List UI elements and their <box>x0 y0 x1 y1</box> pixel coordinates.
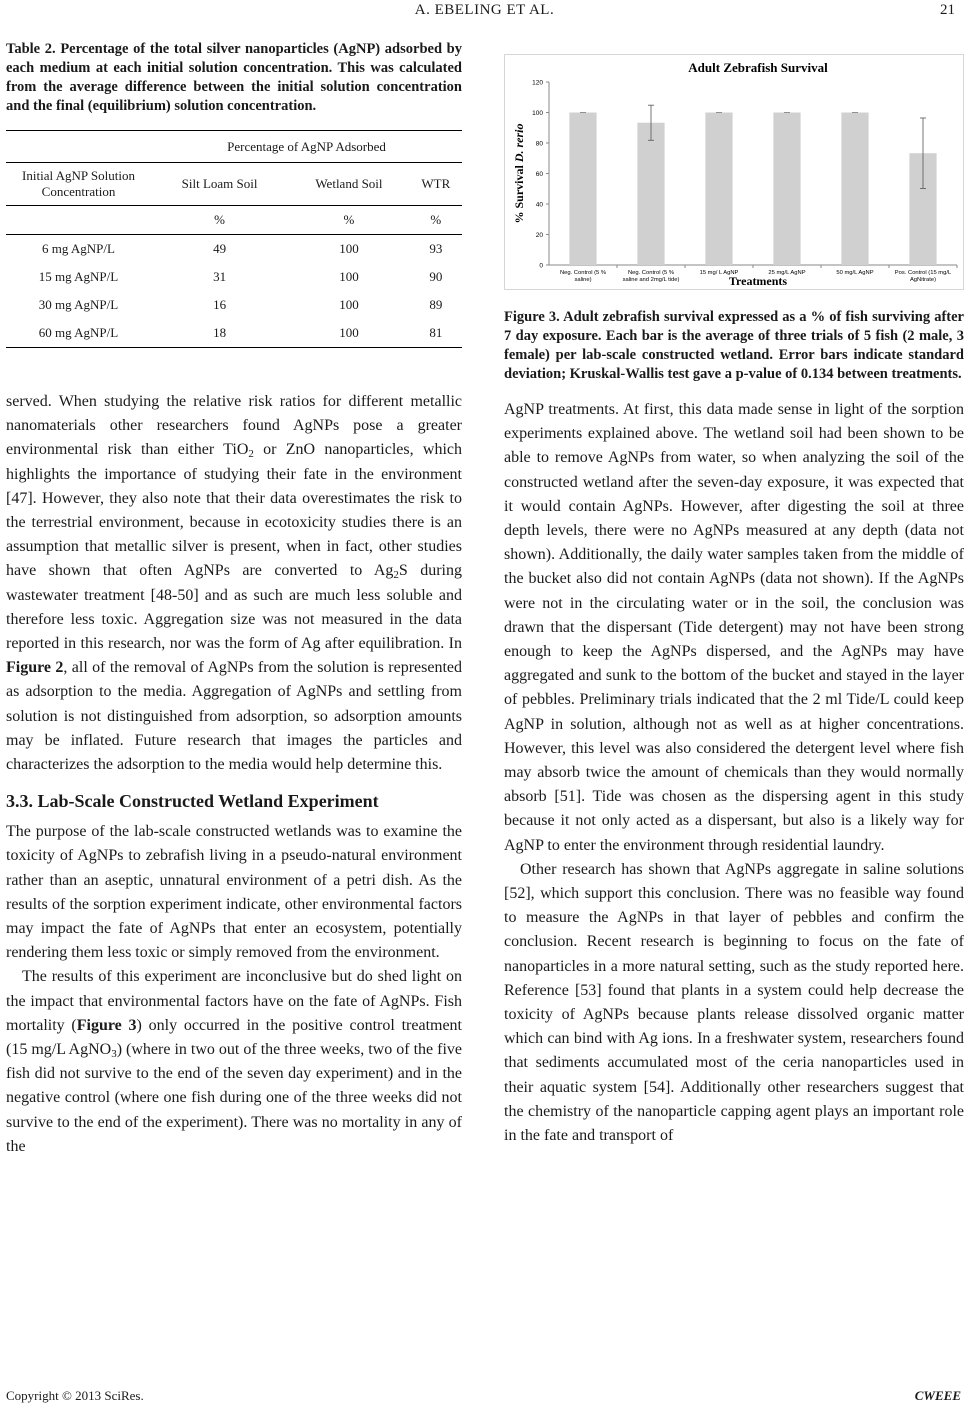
table-row-label: 60 mg AgNP/L <box>6 319 151 348</box>
footer-copyright: Copyright © 2013 SciRes. <box>6 1388 144 1403</box>
y-tick-label: 60 <box>535 171 543 178</box>
running-head-authors: A. EBELING ET AL. <box>414 2 555 18</box>
left-column <box>6 40 462 1159</box>
body-paragraph: AgNP treatments. At first, this data made sense in light of the sorption experiments explained above. The wetland soil had been shown to be able to remove AgNPs from water, so when analyzing the soil of the constructed wetland after the seven-day exposure, it was expected that it would contain AgNPs. However, after digesting the soil at three depth levels, there were no AgNPs measured at any depth (data not shown). Additionally, the daily water samples taken from the middle of the bucket also did not contain AgNPs (data not shown). If the AgNPs were not in the circulating water or in the soil, the conclusion was drawn that the dispersant (Tide detergent) may not have been strong enough to keep the AgNPs dispersed, and the AgNPs may have aggregated and sunk to the bottom of the bucket and stayed in the layer of pebbles. Preliminary trials indicated that the 2 ml Tide/L could keep AgNP in solution, although not as well as at higher concentrations. However, this level was also considered the detergent level where fish may absorb twice the amount of chemicals than they would normally absorb [51]. Tide was chosen as the dispersing agent in this study because it not only acted as a dispersant, but also is a likely way for AgNP to enter the environment through residential laundry. <box>504 401 964 854</box>
figure-reference: Figure 2 <box>6 659 64 677</box>
x-tick-label-line: 25 mg/L AgNP <box>768 270 806 276</box>
figure-reference: Figure 3 <box>76 1016 137 1034</box>
table-row <box>6 235 462 264</box>
survival-bar-chart <box>505 55 963 289</box>
running-head <box>0 0 969 30</box>
figure-3-chart <box>504 54 964 290</box>
right-column <box>504 40 964 1148</box>
table-cell: 100 <box>339 297 359 312</box>
table-cell: 31 <box>213 269 227 284</box>
figure-caption: Figure 3. Adult zebrafish survival expressed as a % of fish surviving after 7 day exposure. Each bar is the average of three trials of 5 fish (2 male, 3 female) per lab-scale constructed wetland. Error bars indicate standard deviation; Kruskal-Wallis test gave a p-value of 0.134 between treatments. <box>504 309 964 382</box>
y-tick-label: 120 <box>532 79 543 87</box>
table-row <box>6 319 462 348</box>
table-unit: % <box>410 206 462 235</box>
page-number: 21 <box>940 2 955 18</box>
y-axis-label-species: D. rerio <box>512 123 526 163</box>
table-cell: 18 <box>151 319 288 348</box>
table-caption: Table 2. Percentage of the total silver nanoparticles (AgNP) adsorbed by each medium at each initial solution concentration. This was calculated from the average difference between the initial solution concentration and the final (equilibrium) solution concentration. <box>6 41 462 114</box>
text-run: ) (where in two out of the three weeks, two of the five fish did not survive to the end of the seven day experiment) and in the negative control (where one fish during one of the three weeks did not survive to the end of the experiment). There was no mortality in any of the <box>6 1041 463 1155</box>
subscript: 2 <box>248 448 254 461</box>
adsorption-table <box>6 130 462 348</box>
body-paragraph <box>6 965 462 1159</box>
subscript: 2 <box>393 569 399 582</box>
body-paragraph <box>6 390 462 777</box>
y-axis-label <box>512 123 526 223</box>
x-axis-label: Treatments <box>728 274 788 288</box>
table-cell: 100 <box>288 319 410 348</box>
bar <box>637 123 664 265</box>
table-col-header: WTR <box>410 163 462 206</box>
bar <box>705 113 732 266</box>
x-tick-label-line: saline and 2mg/L tide) <box>622 277 680 283</box>
table-cell: 90 <box>429 269 443 284</box>
table-cell: 89 <box>429 297 443 312</box>
table-row-label: 6 mg AgNP/L <box>42 241 115 256</box>
chart-title: Adult Zebrafish Survival <box>688 60 828 75</box>
text-run: ) only occurred in the positive control treatment (15 mg/L AgNO <box>6 1016 463 1059</box>
body-paragraph: Other research has shown that AgNPs aggregate in saline solutions [52], which support this conclusion. There was no feasible way found to measure the AgNPs in that layer of pebbles and confirm the conclusion. Recent research is beginning to focus on the fate of nanoparticles in a more natural setting, such as the study reported here. Reference [53] found that plants in a system could help decrease the toxicity of AgNPs because plants release dissolved organic matter which can bind with Ag ions. In a freshwater system, researchers found that sediments accumulated most of the ceria nanoparticles used in their aquatic system [54]. Additionally other researchers suggest that the chemistry of the nanoparticle capping agent plays an important role in the fate and transport of <box>504 860 964 1145</box>
table-row-label: 15 mg AgNP/L <box>38 269 119 284</box>
table-cell: 100 <box>339 269 359 284</box>
body-paragraph: The purpose of the lab-scale constructed wetlands was to examine the toxicity of AgNPs to zebrafish living in a pseudo-natural environment rather than an aseptic, unnatural environment of a petri dish. As the results of the sorption experiment indicate, other environmental factors may impact the fate of AgNPs that enter an ecosystem, potentially rendering them less toxic or simply removed from the environment. <box>6 823 462 962</box>
x-tick-label <box>560 270 606 283</box>
table-corner <box>6 131 151 163</box>
bar <box>569 113 596 266</box>
y-tick-label: 80 <box>535 140 543 148</box>
table-col-header: Wetland Soil <box>288 163 410 206</box>
table-row <box>6 291 462 319</box>
subscript: 3 <box>111 1048 117 1061</box>
table-row-label: 30 mg AgNP/L <box>38 297 119 312</box>
table-row-header: Initial AgNP Solution Concentration <box>6 163 151 206</box>
section-heading: 3.3. Lab-Scale Constructed Wetland Experiment <box>6 791 379 812</box>
y-tick-label: 20 <box>535 232 543 239</box>
text-run: , all of the removal of AgNPs from the solution is represented as adsorption to the media. Aggregation of AgNPs and settling from solution is not distinguished from adsorption, so adsorption amounts may be inflated. Future research that images the particles and characterizes the adsorption to the media would help determine this. <box>6 659 463 774</box>
x-tick-label <box>623 270 680 283</box>
footer-journal: CWEEE <box>914 1388 961 1403</box>
text-run: served. When studying the relative risk ratios for different metallic nanomaterials other researchers found AgNPs pose a greater environmental risk than either TiO <box>6 393 462 459</box>
table-row <box>6 263 462 291</box>
table-cell: 81 <box>410 319 462 348</box>
table-cell: 49 <box>213 241 227 256</box>
text-run: The results of this experiment are inconclusive but do shed light on the impact that environmental factors have on the fate of AgNPs. Fish mortality ( <box>6 968 462 1034</box>
x-tick-label-line: 50 mg/L AgNP <box>836 270 874 276</box>
y-tick-label: 40 <box>535 201 543 209</box>
bar <box>841 113 868 266</box>
text-run: S during wastewater treatment [48-50] and as such are much less soluble and therefore less toxic. Aggregation size was not measured in the data reported in this research, nor was the form of Ag after equilibration. In <box>6 562 462 653</box>
x-tick-label-line: Pos. Control (15 mg/L <box>894 270 952 276</box>
text-run: or ZnO nanoparticles, which highlights the importance of studying their fate in the environment [47]. However, they also note that their data overestimates the risk to the terrestrial environment, because in ecotoxicity studies there is an assumption that metallic silver is present, when in fact, other studies have shown that often AgNPs are converted to Ag <box>6 441 462 580</box>
x-tick-label-line: Neg. Control (5 % <box>559 270 607 276</box>
table-cell: 100 <box>339 241 359 256</box>
table-unit: % <box>288 206 410 235</box>
x-tick-label-line: saline) <box>574 277 592 283</box>
bar <box>773 113 800 266</box>
table-cell: 93 <box>429 241 443 256</box>
x-tick-label-line: AgNitrate) <box>909 277 937 283</box>
x-tick-label-line: 15 mg/ L AgNP <box>699 270 739 276</box>
x-tick-label-line: Neg. Control (5 % <box>627 270 675 276</box>
y-tick-label: 100 <box>532 110 543 117</box>
table-cell: 16 <box>213 297 227 312</box>
table-unit: % <box>151 206 288 235</box>
x-tick-label <box>836 270 873 276</box>
y-tick-label: 0 <box>539 262 543 270</box>
table-group-header: Percentage of AgNP Adsorbed <box>151 131 462 163</box>
table-unit-blank <box>6 206 151 235</box>
y-axis-label-text: % Survival <box>512 162 526 224</box>
x-tick-label <box>895 270 952 283</box>
table-col-header: Silt Loam Soil <box>151 163 288 206</box>
